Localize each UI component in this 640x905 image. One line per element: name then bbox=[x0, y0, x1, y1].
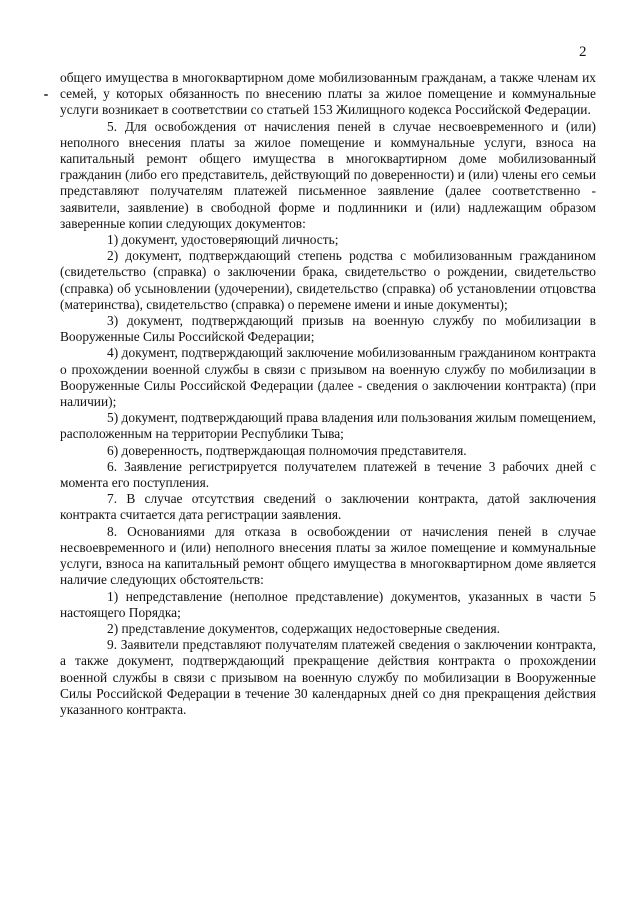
paragraph-item-9: 9. Заявители представляют получателям платежей сведения о заключении контракта, а также документ, подтверждающий прекращение действия контракта о прохождении военной службы в связи с призывом на военную службу по мобилизации в Вооруженные Силы Российской Федерации в течение 30 календарных дней со дня прекращения действия указанного контракта. bbox=[60, 637, 596, 717]
page-number: 2 bbox=[579, 44, 587, 60]
margin-mark bbox=[44, 94, 48, 96]
paragraph-continuation: общего имущества в многоквартирном доме мобилизованным гражданам, а также членам их семей, у которых обязанность по внесению платы за жилое помещение и коммунальные услуги возникает в соответствии со статьей 153 Жилищного кодекса Российской Федерации. bbox=[60, 70, 596, 118]
list-item-contract-document: 4) документ, подтверждающий заключение мобилизованным гражданином контракта о прохождении военной службы в связи с призывом на военную службу по мобилизации в Вооруженные Силы Российской Федерации (далее - сведения о заключении контракта) (при наличии); bbox=[60, 345, 596, 410]
list-item-missing-documents: 1) непредставление (неполное представление) документов, указанных в части 5 настоящего Порядка; bbox=[60, 588, 596, 620]
list-item-false-information: 2) представление документов, содержащих недостоверные сведения. bbox=[107, 620, 500, 636]
list-item-housing-rights-document: 5) документ, подтверждающий права владения или пользования жилым помещением, расположенным на территории Республики Тыва; bbox=[60, 410, 596, 442]
list-item-power-of-attorney: 6) доверенность, подтверждающая полномочия представителя. bbox=[107, 442, 467, 458]
list-item-conscription-document: 3) документ, подтверждающий призыв на военную службу по мобилизации в Вооруженные Силы Российской Федерации; bbox=[60, 313, 596, 345]
list-item-kinship-document: 2) документ, подтверждающий степень родства с мобилизованным гражданином (свидетельство (справка) о заключении брака, свидетельство о рождении, свидетельство (справка) об усыновлении (удочерении), свидетельство (справка) об установлении отцовства (материнства), свидетельство (справка) о перемене имени и иные документы); bbox=[60, 248, 596, 312]
document-body bbox=[60, 70, 596, 718]
paragraph-item-6: 6. Заявление регистрируется получателем платежей в течение 3 рабочих дней с момента его поступления. bbox=[60, 458, 596, 491]
paragraph-item-7: 7. В случае отсутствия сведений о заключении контракта, датой заключения контракта считается дата регистрации заявления. bbox=[60, 491, 596, 523]
paragraph-item-8: 8. Основаниями для отказа в освобождении от начисления пеней в случае несвоевременного и (или) неполного внесения платы за жилое помещение и коммунальные услуги, взноса на капитальный ремонт общего имущества в многоквартирном доме является наличие следующих обстоятельств: bbox=[60, 523, 596, 588]
list-item-identity-document: 1) документ, удостоверяющий личность; bbox=[107, 232, 339, 248]
paragraph-item-5: 5. Для освобождения от начисления пеней в случае несвоевременного и (или) неполного внесения платы за жилое помещение и коммунальные услуги, взноса на капитальный ремонт общего имущества в многоквартирном доме мобилизованный гражданин (либо его представитель, действующий по доверенности) и (или) члены его семьи представляют получателям платежей письменное заявление (далее соответственно - заявители, заявление) в свободной форме и подлинники и (или) надлежащим образом заверенные копии следующих документов: bbox=[60, 118, 596, 231]
